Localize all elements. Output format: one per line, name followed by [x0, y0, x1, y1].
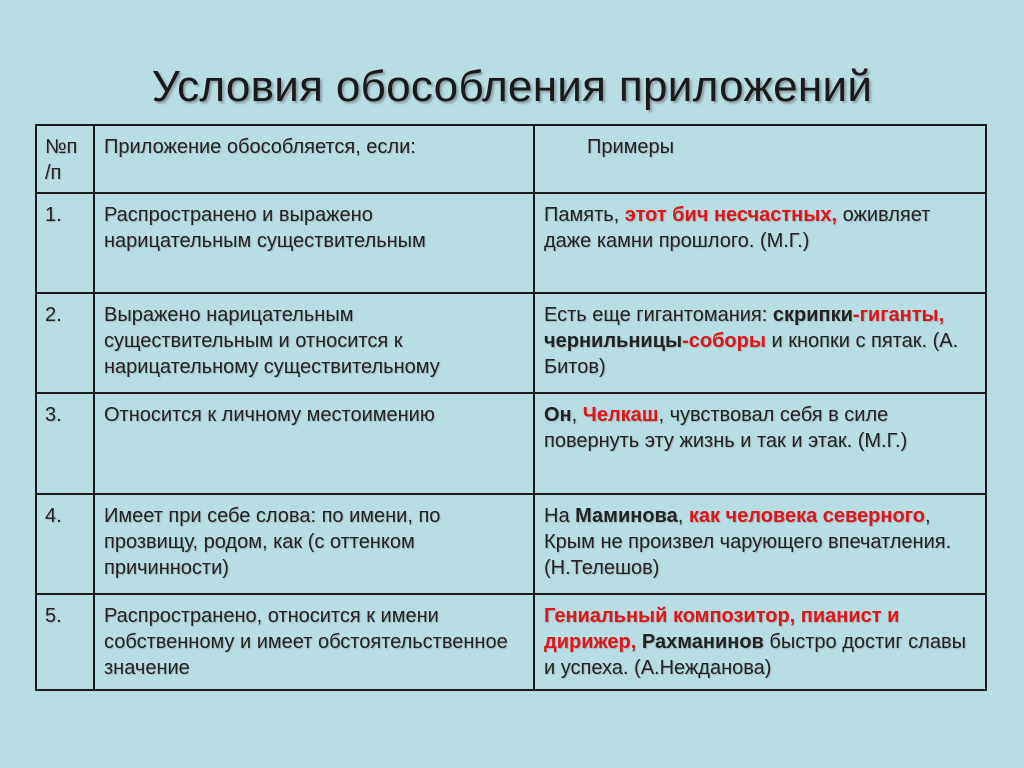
row-condition: Распространено и выражено нарицательным существительным	[94, 193, 534, 293]
row-num: 5.	[36, 594, 94, 690]
row-example	[534, 594, 986, 690]
row-num: 3.	[36, 393, 94, 494]
header-examples: Примеры	[534, 125, 986, 193]
example-segment: Есть еще гигантомания:	[544, 304, 773, 326]
slide-title: Условия обособления приложений	[151, 62, 873, 111]
header-condition: Приложение обособляется, если:	[94, 125, 534, 193]
row-num: 4.	[36, 494, 94, 594]
row-num: 2.	[36, 293, 94, 393]
example-segment: и кнопки с пятак. (А. Битов)	[544, 330, 959, 378]
example-segment: ,	[677, 505, 689, 527]
example-segment: чернильницы	[544, 330, 683, 352]
table-header-row	[36, 125, 986, 193]
header-num: №п /п	[36, 125, 94, 193]
example-segment: -соборы	[682, 330, 766, 352]
row-num: 1.	[36, 193, 94, 293]
row-condition: Выражено нарицательным существительным и относится к нарицательному существительному	[94, 293, 534, 393]
example-segment: Маминова	[575, 505, 678, 527]
row-condition: Относится к личному местоимению	[94, 393, 534, 494]
example-segment: На	[544, 505, 576, 527]
example-segment: Рахманинов	[641, 631, 764, 653]
table-row	[36, 193, 986, 293]
example-segment: , Крым не произвел чарующего впечатления.(Н.Телешов)	[544, 505, 952, 579]
example-segment: как человека северного	[688, 505, 925, 527]
example-segment: Челкаш	[582, 404, 659, 426]
example-segment: Память,	[544, 204, 625, 226]
row-example	[534, 193, 986, 293]
row-example	[534, 393, 986, 494]
row-condition: Распространено, относится к имени собственному и имеет обстоятельственное значение	[94, 594, 534, 690]
row-condition: Имеет при себе слова: по имени, по прозвищу, родом, как (с оттенком причинности)	[94, 494, 534, 594]
appositions-table	[35, 124, 987, 691]
example-segment: Гениальный композитор, пианист и дирижер,	[544, 605, 900, 653]
example-segment: этот бич несчастных,	[624, 204, 838, 226]
example-segment: оживляет даже камни прошлого. (М.Г.)	[544, 204, 931, 252]
row-example	[534, 494, 986, 594]
example-segment: Он	[544, 404, 572, 426]
table-row	[36, 494, 986, 594]
example-segment: ,	[571, 404, 583, 426]
example-segment: быстро достиг славы и успеха. (А.Нежданова)	[544, 631, 966, 679]
table-row	[36, 293, 986, 393]
example-segment: скрипки	[772, 304, 853, 326]
example-segment: -гиганты,	[852, 304, 945, 326]
table-row	[36, 393, 986, 494]
table-row	[36, 594, 986, 690]
example-segment: , чувствовал себя в силе повернуть эту жизнь и так и этак. (М.Г.)	[544, 404, 908, 452]
row-example	[534, 293, 986, 393]
